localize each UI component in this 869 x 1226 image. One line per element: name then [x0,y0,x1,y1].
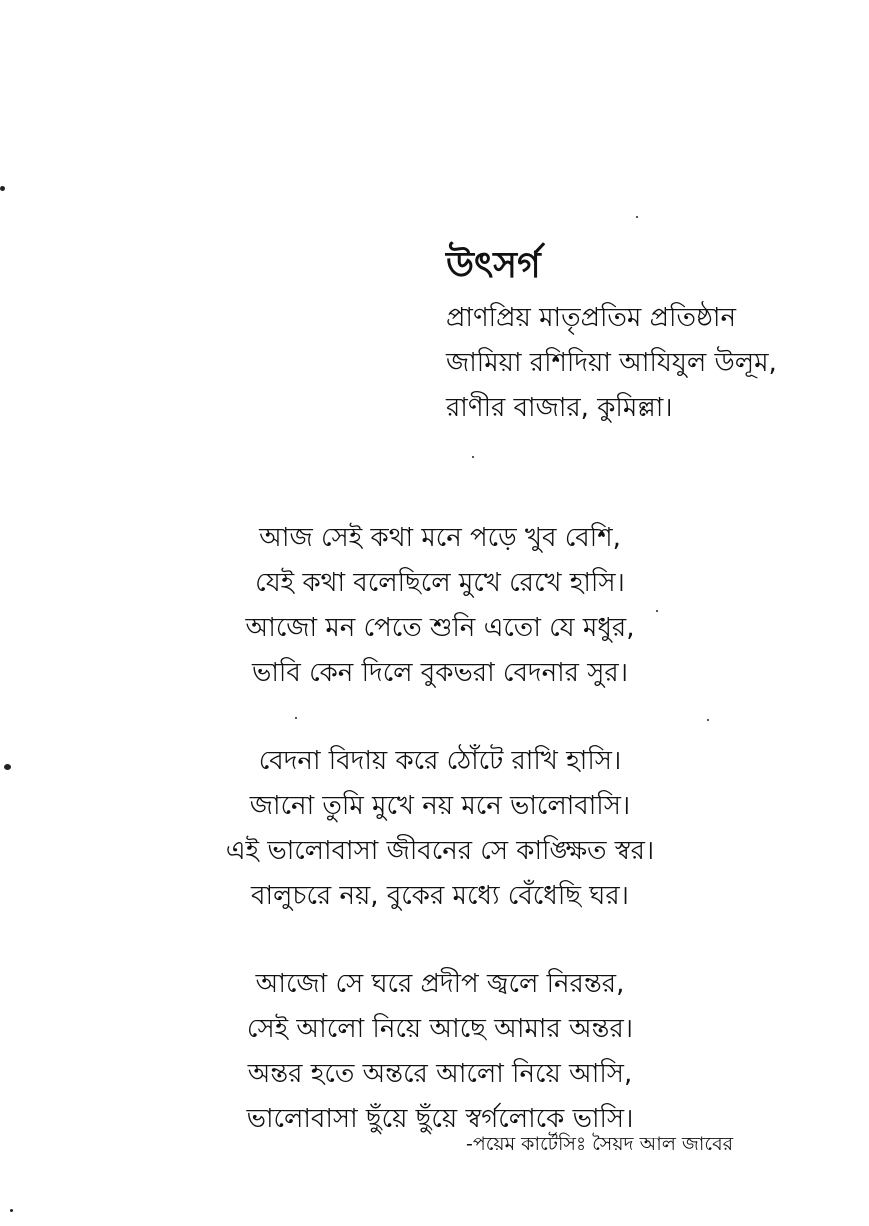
scan-speck [472,456,474,458]
dedication-line: জামিয়া রশিদিয়া আযিযুল উলূম, [446,348,777,378]
poem-line: ভাবি কেন দিলে বুকভরা বেদনার সুর। [251,658,628,688]
poem-line: আজো সে ঘরে প্রদীপ জ্বলে নিরন্তর, [255,969,625,999]
poem-line: আজ সেই কথা মনে পড়ে খুব বেশি, [259,523,621,553]
poem-line: যেই কথা বলেছিলে মুখে রেখে হাসি। [255,568,625,598]
poem-line: সেই আলো নিয়ে আছে আমার অন্তর। [246,1014,634,1044]
scan-speck [0,186,5,191]
dedication-line: প্রাণপ্রিয় মাতৃপ্রতিম প্রতিষ্ঠান [446,303,736,333]
scan-speck [10,1209,13,1212]
poem-courtesy: -পয়েম কার্টেসিঃ সৈয়দ আল জাবের [466,1133,734,1155]
poem-line: বালুচরে নয়, বুকের মধ্যে বেঁধেছি ঘর। [251,881,629,911]
poem-stanza [100,739,780,919]
scan-speck [4,764,11,770]
dedication-section [446,242,846,431]
poem [100,516,780,1142]
poem-line: আজো মন পেতে শুনি এতো যে মধুর, [245,613,635,643]
dedication-line: রাণীর বাজার, কুমিল্লা। [446,393,673,423]
dedication-title: উৎসর্গ [446,245,541,286]
poem-line: বেদনা বিদায় করে ঠোঁটে রাখি হাসি। [258,746,622,776]
poem-stanza [100,516,780,696]
poem-line: অন্তর হতে অন্তরে আলো নিয়ে আসি, [247,1059,633,1089]
scan-speck [636,216,638,218]
poem-line: ভালোবাসা ছুঁয়ে ছুঁয়ে স্বর্গলোকে ভাসি। [246,1104,634,1134]
poem-stanza [100,962,780,1142]
poem-line: এই ভালোবাসা জীবনের সে কাঙ্ক্ষিত স্বর। [225,836,655,866]
poem-line: জানো তুমি মুখে নয় মনে ভালোবাসি। [249,791,631,821]
